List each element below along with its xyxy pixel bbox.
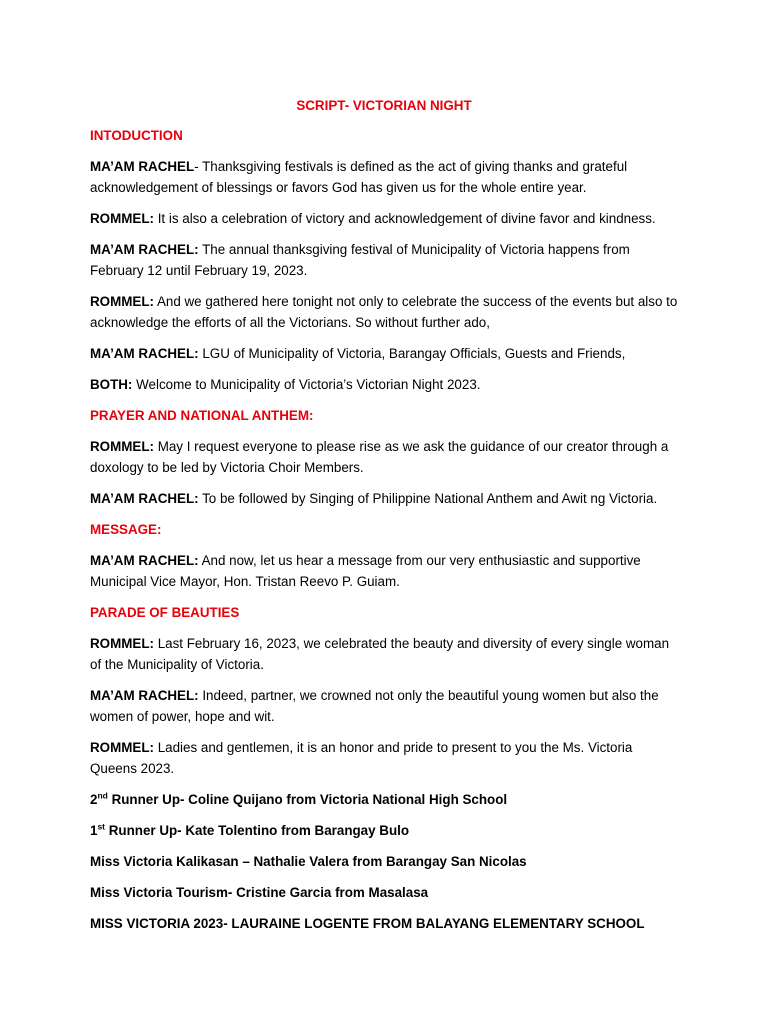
speaker-name: MA’AM RACHEL: <box>90 553 199 568</box>
script-line <box>90 208 678 229</box>
section-heading-parade: PARADE OF BEAUTIES <box>90 605 240 620</box>
winner-miss-tourism: Miss Victoria Tourism- Cristine Garcia from Masalasa <box>90 885 429 900</box>
line-text: LGU of Municipality of Victoria, Barangay Officials, Guests and Friends, <box>198 346 626 361</box>
speaker-name: BOTH: <box>90 377 133 392</box>
line-text: Last February 16, 2023, we celebrated the beauty and diversity of every single woman of the Municipality of Victoria. <box>90 636 670 672</box>
speaker-name: ROMMEL: <box>90 740 154 755</box>
winner-rank-suffix: st <box>97 821 106 832</box>
line-text: Welcome to Municipality of Victoria’s Victorian Night 2023. <box>132 377 481 392</box>
line-text: May I request everyone to please rise as we ask the guidance of our creator through a doxology to be led by Victoria Choir Members. <box>90 439 669 475</box>
section-heading-introduction: INTODUCTION <box>90 128 183 143</box>
line-text: Indeed, partner, we crowned not only the beautiful young women but also the women of power, hope and wit. <box>90 688 659 724</box>
script-line <box>90 291 678 333</box>
document-title: SCRIPT- VICTORIAN NIGHT <box>296 98 472 113</box>
script-line <box>90 633 678 675</box>
speaker-name: ROMMEL: <box>90 294 154 309</box>
winner-miss-victoria: MISS VICTORIA 2023- LAURAINE LOGENTE FROM BALAYANG ELEMENTARY SCHOOL <box>90 916 645 931</box>
line-text: The annual thanksgiving festival of Municipality of Victoria happens from February 12 until February 19, 2023. <box>90 242 630 278</box>
script-line <box>90 156 678 198</box>
script-line <box>90 737 678 779</box>
line-text: And now, let us hear a message from our very enthusiastic and supportive Municipal Vice Mayor, Hon. Tristan Reevo P. Guiam. <box>90 553 641 589</box>
line-text: It is also a celebration of victory and acknowledgement of divine favor and kindness. <box>153 211 656 226</box>
script-line <box>90 239 678 281</box>
script-line <box>90 550 678 592</box>
speaker-name: ROMMEL: <box>90 211 154 226</box>
speaker-name: ROMMEL: <box>90 439 154 454</box>
speaker-name: MA’AM RACHEL: <box>90 242 199 257</box>
line-text: To be followed by Singing of Philippine National Anthem and Awit ng Victoria. <box>198 491 658 506</box>
section-heading-message: MESSAGE: <box>90 522 162 537</box>
line-text: - Thanksgiving festivals is defined as the act of giving thanks and grateful acknowledgement of blessings or favors God has given us for the whole entire year. <box>90 159 628 195</box>
winner-text: Runner Up- Coline Quijano from Victoria National High School <box>107 792 508 807</box>
winner-first-runner-up <box>90 820 678 841</box>
winner-second-runner-up <box>90 789 678 810</box>
line-text: Ladies and gentlemen, it is an honor and pride to present to you the Ms. Victoria Queens 2023. <box>90 740 633 776</box>
speaker-name: MA’AM RACHEL <box>90 159 195 174</box>
script-line <box>90 685 678 727</box>
speaker-name: MA’AM RACHEL: <box>90 346 199 361</box>
speaker-name: MA’AM RACHEL: <box>90 688 199 703</box>
speaker-name: ROMMEL: <box>90 636 154 651</box>
speaker-name: MA’AM RACHEL: <box>90 491 199 506</box>
script-line <box>90 488 678 509</box>
winner-miss-kalikasan: Miss Victoria Kalikasan – Nathalie Valera from Barangay San Nicolas <box>90 854 527 869</box>
section-heading-prayer: PRAYER AND NATIONAL ANTHEM: <box>90 408 314 423</box>
winner-rank-number: 1 <box>90 823 98 838</box>
script-line <box>90 374 678 395</box>
winner-rank-suffix: nd <box>97 790 108 801</box>
winner-text: Runner Up- Kate Tolentino from Barangay Bulo <box>105 823 410 838</box>
script-line <box>90 343 678 364</box>
script-line <box>90 436 678 478</box>
line-text: And we gathered here tonight not only to celebrate the success of the events but also to acknowledge the efforts of all the Victorians. So without further ado, <box>90 294 678 330</box>
winner-rank-number: 2 <box>90 792 98 807</box>
